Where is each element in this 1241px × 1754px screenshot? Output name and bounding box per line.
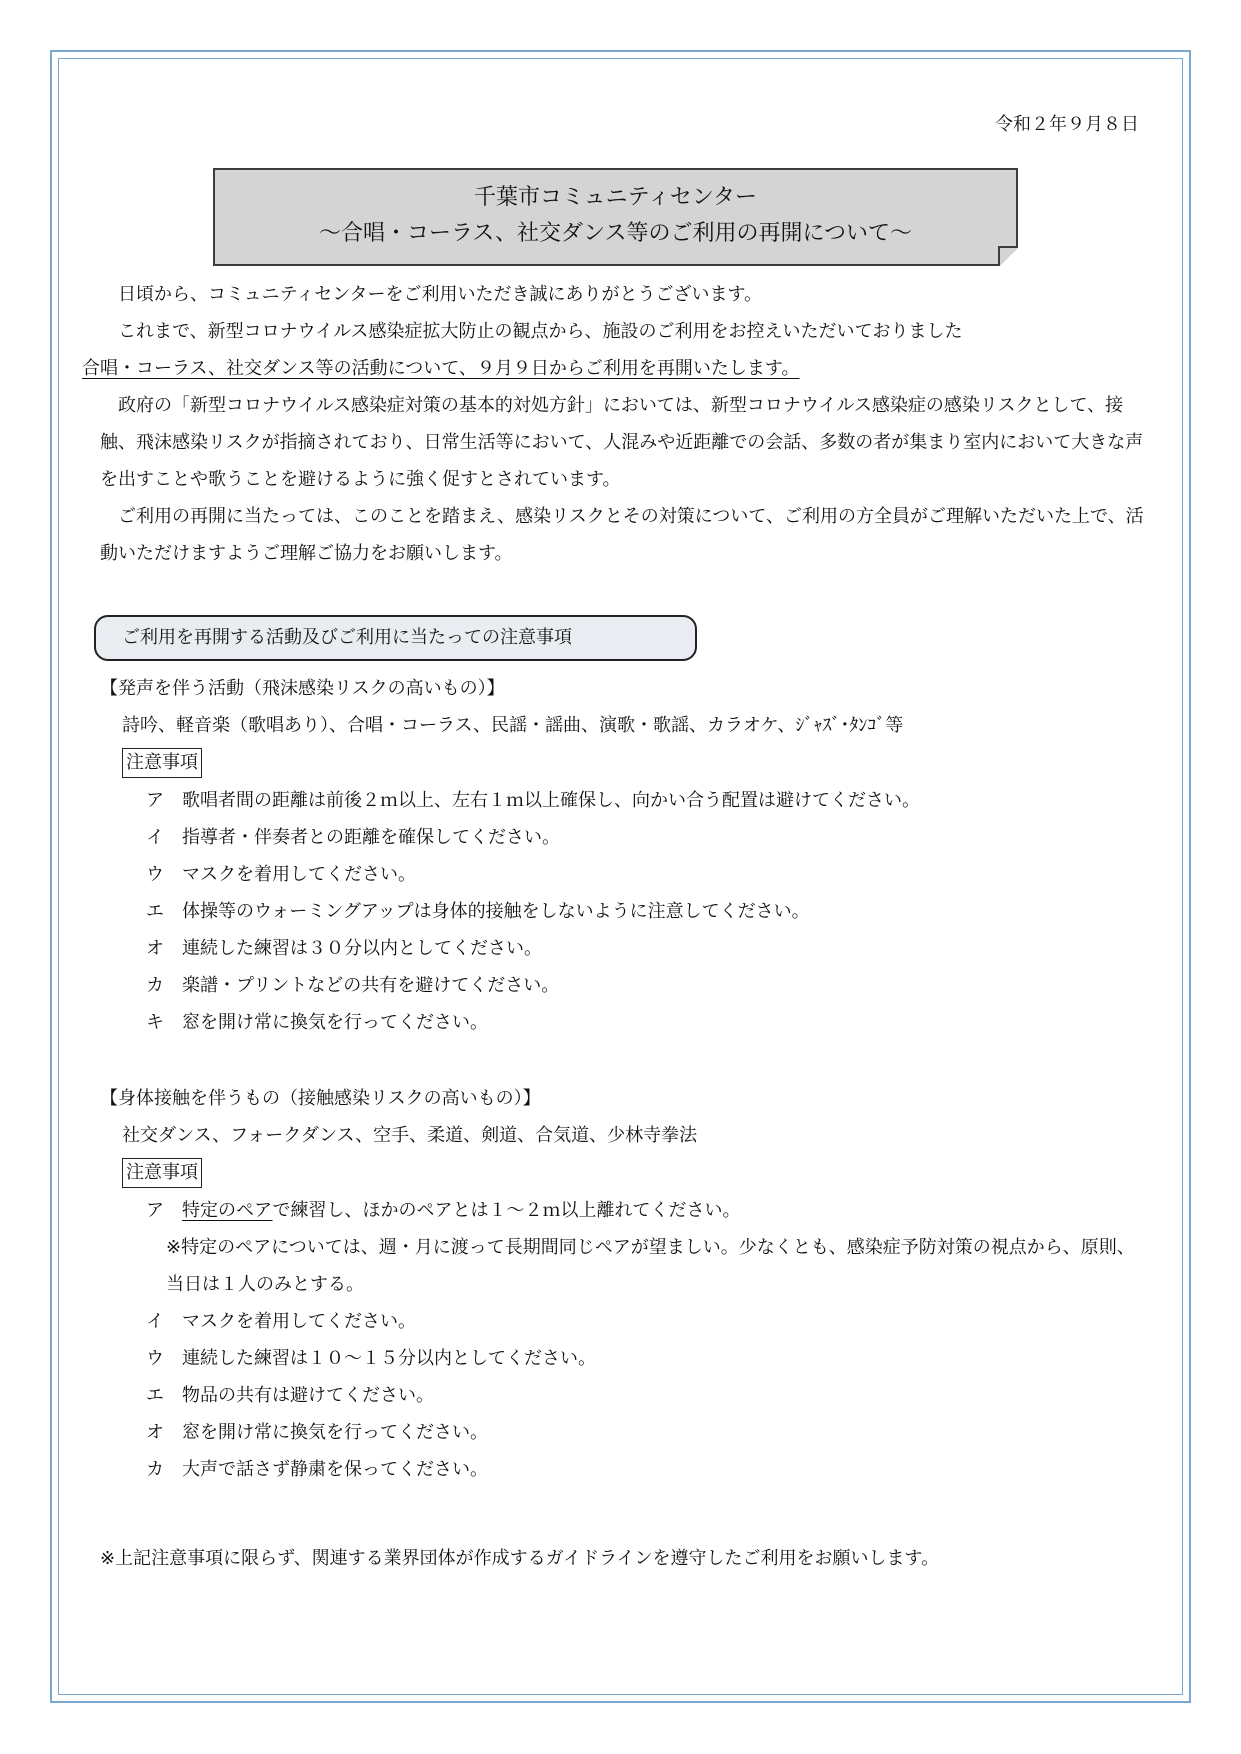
section-title: ご利用を再開する活動及びご利用に当たっての注意事項 xyxy=(94,615,697,661)
specific-pair-term: 特定のペア xyxy=(182,1200,273,1221)
notice-item xyxy=(100,1451,1145,1488)
notice-item-text: マスクを着用してください。 xyxy=(182,864,416,885)
title-box xyxy=(213,168,1018,266)
notice-item xyxy=(100,1004,1145,1041)
contact-activities-section xyxy=(100,1080,1145,1488)
contact-heading: 【身体接触を伴うもの（接触感染リスクの高いもの）】 xyxy=(100,1088,541,1109)
reopening-announcement: 合唱・コーラス、社交ダンス等の活動について、９月９日からご利用を再開いたします。 xyxy=(82,358,800,379)
vocal-activity-list: 詩吟、軽音楽（歌唱あり）、合唱・コーラス、民謡・謡曲、演歌・歌謡、カラオケ、ｼﾞｬｽﾞ･ﾀﾝｺﾞ等 xyxy=(122,715,904,736)
notice-item-key: ア xyxy=(146,1200,164,1221)
intro-paragraph-2-text: これまで、新型コロナウイルス感染症拡大防止の観点から、施設のご利用をお控えいただいておりました xyxy=(118,321,963,342)
notice-item-text xyxy=(182,1192,741,1229)
intro-paragraph-1: 日頃から、コミュニティセンターをご利用いただき誠にありがとうございます。 xyxy=(118,284,763,305)
notice-item xyxy=(100,1340,1145,1377)
notice-item xyxy=(100,1414,1145,1451)
notice-item xyxy=(100,1303,1145,1340)
notice-item-key: イ xyxy=(146,827,164,848)
vocal-heading: 【発声を伴う活動（飛沫感染リスクの高いもの）】 xyxy=(100,678,505,699)
intro-paragraph-3: 政府の「新型コロナウイルス感染症対策の基本的対処方針」においては、新型コロナウイルス感染症の感染リスクとして、接触、飛沫感染リスクが指摘されており、日常生活等において、人混みや近距離での会話、多数の者が集まり室内において大きな声を出すことや歌うことを避けるように強く促すとされています。 xyxy=(100,395,1144,490)
footer-note: ※上記注意事項に限らず、関連する業界団体が作成するガイドラインを遵守したご利用をお願いします。 xyxy=(100,1548,940,1569)
folded-corner-decoration xyxy=(998,246,1018,266)
notice-item xyxy=(100,819,1145,856)
notice-item-text: マスクを着用してください。 xyxy=(182,1311,416,1332)
notice-item-key: イ xyxy=(146,1311,164,1332)
title-line-1: 千葉市コミュニティセンター xyxy=(474,185,757,210)
notice-item-key: ウ xyxy=(146,864,164,885)
notice-item-key: オ xyxy=(146,938,164,959)
vocal-activities-section xyxy=(100,670,1145,1041)
notice-item-key: カ xyxy=(146,1459,164,1480)
specific-pair-note: ※特定のペアについては、週・月に渡って長期間同じペアが望ましい。少なくとも、感染症予防対策の視点から、原則、当日は１人のみとする。 xyxy=(166,1237,1135,1295)
notice-item-text: 歌唱者間の距離は前後２ｍ以上、左右１ｍ以上確保し、向かい合う配置は避けてください。 xyxy=(182,790,920,811)
notice-item-text: 窓を開け常に換気を行ってください。 xyxy=(182,1422,488,1443)
notice-item-key: カ xyxy=(146,975,164,996)
notice-item-text: 大声で話さず静粛を保ってください。 xyxy=(182,1459,488,1480)
contact-activity-list: 社交ダンス、フォークダンス、空手、柔道、剣道、合気道、少林寺拳法 xyxy=(122,1125,698,1146)
vocal-notice-list xyxy=(100,782,1145,1041)
intro-section xyxy=(82,276,1145,572)
notice-item-key: ウ xyxy=(146,1348,164,1369)
intro-paragraph-4: ご利用の再開に当たっては、このことを踏まえ、感染リスクとその対策について、ご利用の方全員がご理解いただいた上で、活動いただけますようご理解ご協力をお願いします。 xyxy=(100,506,1144,564)
notice-item xyxy=(100,967,1145,1004)
notice-item-text: 指導者・伴奏者との距離を確保してください。 xyxy=(182,827,560,848)
notice-item-key: エ xyxy=(146,1385,164,1406)
contact-notice-list xyxy=(100,1303,1145,1488)
notice-item-key: オ xyxy=(146,1422,164,1443)
notice-item xyxy=(100,930,1145,967)
notice-item-key: キ xyxy=(146,1012,164,1033)
notice-item xyxy=(100,1377,1145,1414)
notice-item xyxy=(100,782,1145,819)
vocal-notice-label: 注意事項 xyxy=(122,748,202,778)
contact-notice-label: 注意事項 xyxy=(122,1158,202,1188)
notice-item-text: 楽譜・プリントなどの共有を避けてください。 xyxy=(182,975,560,996)
notice-item-key: ア xyxy=(146,790,164,811)
notice-item-text: 物品の共有は避けてください。 xyxy=(182,1385,434,1406)
title-line-2: ～合唱・コーラス、社交ダンス等のご利用の再開について～ xyxy=(318,221,913,246)
contact-notice-item xyxy=(100,1192,1145,1229)
notice-item-key: エ xyxy=(146,901,164,922)
notice-item xyxy=(100,893,1145,930)
notice-item-text-rest: で練習し、ほかのペアとは１～２ｍ以上離れてください。 xyxy=(272,1200,741,1221)
notice-item xyxy=(100,856,1145,893)
intro-paragraph-2 xyxy=(82,313,1145,387)
document-date: 令和２年９月８日 xyxy=(995,114,1139,135)
notice-item-text: 連続した練習は３０分以内としてください。 xyxy=(182,938,542,959)
notice-item-text: 体操等のウォーミングアップは身体的接触をしないように注意してください。 xyxy=(182,901,810,922)
notice-item-text: 窓を開け常に換気を行ってください。 xyxy=(182,1012,488,1033)
notice-item-text: 連続した練習は１０～１５分以内としてください。 xyxy=(182,1348,596,1369)
